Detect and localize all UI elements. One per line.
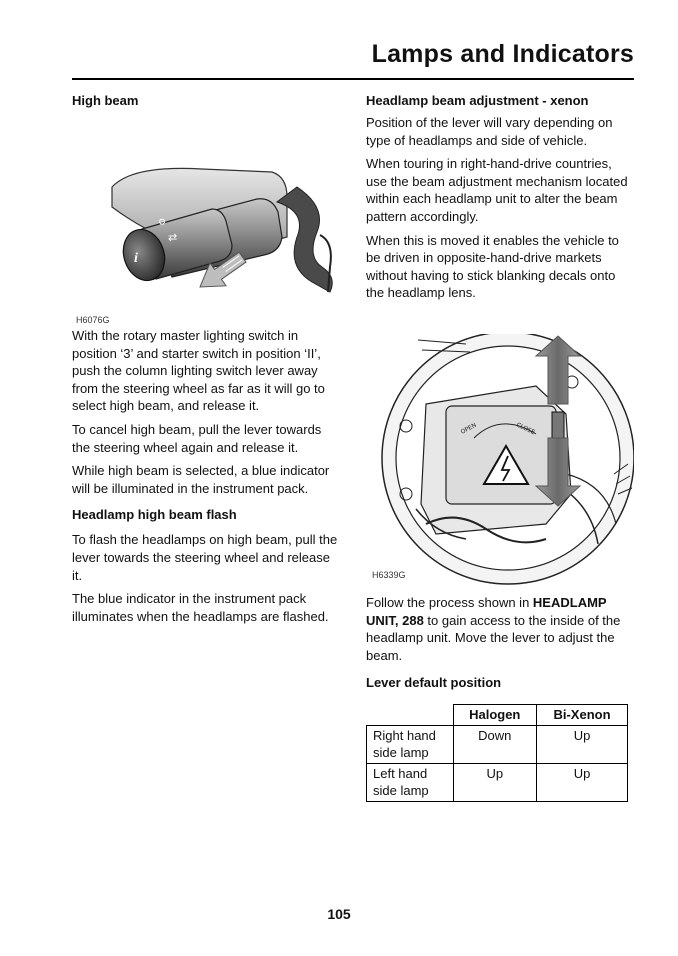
- paragraph: When this is moved it enables the vehicle to be driven in opposite-hand-drive markets without having to stick blanking decals onto the headlamp lens.: [366, 232, 619, 301]
- paragraph: With the rotary master lighting switch in position ‘3’ and starter switch in position ‘II’, push the column lighting switch lever away from the steering wheel as far as it will go to select high beam, and release it.: [72, 328, 325, 414]
- paragraph: While high beam is selected, a blue indicator will be illuminated in the instrument pack.: [72, 463, 330, 496]
- right-column: [366, 92, 634, 802]
- lever-default-heading: Lever default position: [366, 675, 502, 691]
- text-run: to gain access to the inside of the headlamp unit. Move the lever to adjust the beam.: [366, 612, 621, 663]
- svg-text:⚙: ⚙: [158, 218, 167, 228]
- table-header: Bi-Xenon: [537, 705, 628, 726]
- paragraph: To cancel high beam, pull the lever towards the steering wheel again and release it.: [72, 421, 322, 455]
- table-cell: Down: [453, 725, 537, 763]
- cross-reference-link[interactable]: HEADLAMP UNIT, 288: [366, 594, 607, 628]
- page-number: 105: [327, 906, 351, 922]
- figure-code: H6339G: [372, 569, 406, 580]
- page-title: Lamps and Indicators: [371, 40, 634, 68]
- table-cell: Up: [453, 763, 537, 801]
- table-row: [367, 763, 628, 801]
- figure-lighting-stalk: [72, 117, 340, 327]
- text-run: Follow the process shown in: [366, 594, 533, 610]
- close-label: CLOSE: [515, 421, 536, 437]
- svg-text:⇄: ⇄: [168, 231, 178, 244]
- paragraph: When touring in right-hand-drive countries, use the beam adjustment mechanism located within each headlamp unit to alter the beam pattern accordingly.: [366, 156, 628, 224]
- flash-heading: Headlamp high beam flash: [72, 507, 237, 523]
- lighting-stalk-illustration: [72, 117, 340, 317]
- high-beam-heading: High beam: [72, 93, 139, 108]
- svg-text:i: i: [134, 251, 138, 266]
- paragraph: Position of the lever will vary depending on type of headlamps and side of vehicle.: [366, 115, 613, 148]
- table-header: Halogen: [453, 705, 537, 726]
- paragraph-headlamp-unit-ref: [366, 594, 634, 664]
- left-column: [72, 92, 340, 631]
- table-cell: Up: [537, 725, 628, 763]
- figure-headlamp-unit: [366, 308, 634, 588]
- table-row: [367, 725, 628, 763]
- beam-adjustment-heading: Headlamp beam adjustment - xenon: [366, 93, 589, 108]
- open-label: OPEN: [459, 421, 478, 436]
- paragraph: To flash the headlamps on high beam, pull the lever towards the steering wheel and release it.: [72, 532, 338, 583]
- table-cell: Right hand side lamp: [367, 725, 454, 763]
- table-header: [367, 705, 454, 726]
- lever-default-table: [366, 704, 628, 802]
- title-rule: [72, 78, 634, 80]
- figure-code: H6076G: [76, 315, 110, 325]
- headlamp-unit-illustration: [366, 334, 634, 589]
- table-cell: Up: [537, 763, 628, 801]
- table-cell: Left hand side lamp: [367, 763, 454, 801]
- paragraph: The blue indicator in the instrument pack illuminates when the headlamps are flashed.: [72, 591, 329, 624]
